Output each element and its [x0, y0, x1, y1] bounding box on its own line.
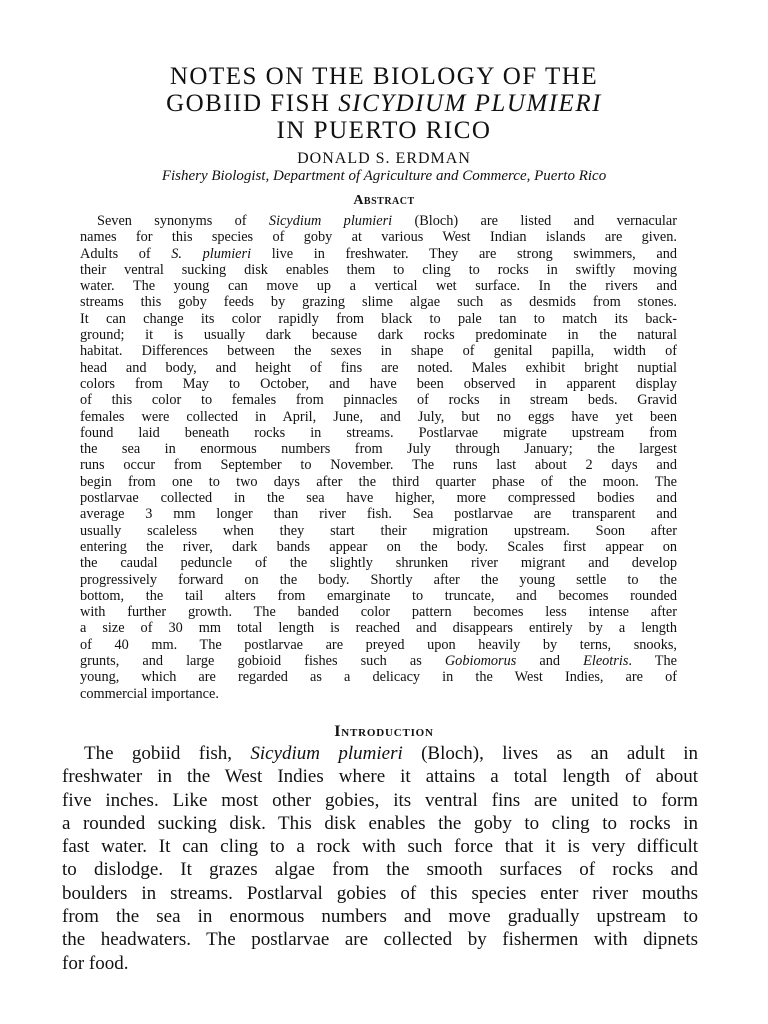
abstract-line: runs occur from September to November. The runs last about 2 days and [80, 457, 677, 474]
abstract-line: the sea in enormous numbers from July through January; the largest [80, 441, 677, 458]
abstract-heading: Abstract [353, 193, 415, 208]
abstract-line: water. The young can move up a vertical wet surface. In the rivers and [80, 278, 677, 295]
abstract-line: with further growth. The banded color pattern becomes less intense after [80, 604, 677, 621]
abstract-line: a size of 30 mm total length is reached and disappears entirely by a length [80, 620, 677, 637]
introduction-line: to dislodge. It grazes algae from the smooth surfaces of rocks and [62, 859, 698, 881]
introduction-line: freshwater in the West Indies where it attains a total length of about [62, 766, 698, 788]
abstract-line: females were collected in April, June, and July, but no eggs have yet been [80, 408, 677, 425]
abstract-line: found laid beneath rocks in streams. Postlarvae migrate upstream from [80, 424, 677, 441]
introduction-line: The gobiid fish, Sicydium plumieri (Bloch), lives as an adult in [84, 743, 698, 764]
abstract-line: names for this species of goby at various West Indian islands are given. [80, 229, 677, 246]
introduction-line: a rounded sucking disk. This disk enables the goby to cling to rocks in [62, 812, 698, 834]
abstract-line: of 40 mm. The postlarvae are preyed upon heavily by terns, snooks, [80, 636, 677, 653]
abstract-line: streams this goby feeds by grazing slime algae such as desmids from stones. [80, 294, 677, 311]
abstract-line: of this color to females from pinnacles of rocks in stream beds. Gravid [80, 392, 677, 409]
italic-term: Gobiomorus [444, 653, 517, 670]
introduction-heading: Introduction [334, 723, 434, 740]
italic-term: Eleotris [583, 653, 629, 670]
introduction-line: from the sea in enormous numbers and move gradually upstream to [62, 906, 698, 928]
italic-term: Sicydium plumieri [268, 213, 393, 229]
introduction-body [62, 742, 698, 975]
abstract-line: begin from one to two days after the third quarter phase of the moon. The [80, 473, 677, 490]
introduction-line: for food. [62, 952, 129, 974]
title-species-name: SICYDIUM PLUMIERI [338, 90, 602, 117]
title-line-1: NOTES ON THE BIOLOGY OF THE [169, 63, 599, 90]
abstract-line: average 3 mm longer than river fish. Sea postlarvae are transparent and [80, 506, 677, 523]
abstract-line: the caudal peduncle of the slightly shrunken river migrant and develop [80, 555, 677, 572]
abstract-line: Adults of S. plumieri live in freshwater. They are strong swimmers, and [80, 245, 677, 262]
abstract-line: postlarvae collected in the sea have higher, more compressed bodies and [80, 490, 677, 507]
abstract-line: usually scaleless when they start their migration upstream. Soon after [80, 522, 677, 539]
abstract-line: head and body, and height of fins are noted. Males exhibit bright nuptial [80, 359, 677, 376]
abstract-line: colors from May to October, and have been observed in apparent display [80, 375, 677, 392]
abstract-line: ground; it is usually dark because dark rocks predominate in the natural [80, 327, 677, 344]
abstract-line: commercial importance. [80, 685, 219, 702]
paper-title [0, 63, 768, 144]
italic-term: S. plumieri [171, 245, 252, 262]
italic-term: Sicydium plumieri [250, 743, 403, 764]
abstract-line: habitat. Differences between the sexes in shape of genital papilla, width of [80, 343, 677, 360]
author-name: DONALD S. ERDMAN [297, 150, 471, 167]
abstract-line: grunts, and large gobioid fishes such as Gobiomorus and Eleotris. The [80, 653, 677, 670]
introduction-line: five inches. Like most other gobies, its ventral fins are united to form [62, 789, 698, 811]
title-line-3: IN PUERTO RICO [276, 117, 492, 144]
abstract-line: It can change its color rapidly from black to pale tan to match its back- [80, 310, 677, 327]
abstract-line: Seven synonyms of Sicydium plumieri (Bloch) are listed and vernacular [97, 213, 677, 229]
introduction-line: the headwaters. The postlarvae are collected by fishermen with dipnets [62, 929, 698, 951]
abstract-line: their ventral sucking disk enables them to cling to rocks in swiftly moving [80, 261, 677, 278]
abstract-line: progressively forward on the body. Shortly after the young settle to the [80, 571, 677, 588]
abstract-line: bottom, the tail alters from emarginate to truncate, and becomes rounded [80, 587, 677, 604]
abstract-line: entering the river, dark bands appear on the body. Scales first appear on [80, 538, 677, 555]
abstract-body [80, 213, 677, 702]
abstract-line: young, which are regarded as a delicacy in the West Indies, are of [80, 669, 677, 686]
introduction-line: fast water. It can cling to a rock with such force that it is very difficult [62, 836, 698, 858]
author-affiliation: Fishery Biologist, Department of Agriculture and Commerce, Puerto Rico [161, 168, 607, 184]
title-line-2 [0, 90, 768, 117]
introduction-line: boulders in streams. Postlarval gobies of this species enter river mouths [62, 882, 698, 904]
title-line-2-prefix: GOBIID FISH [166, 90, 339, 117]
